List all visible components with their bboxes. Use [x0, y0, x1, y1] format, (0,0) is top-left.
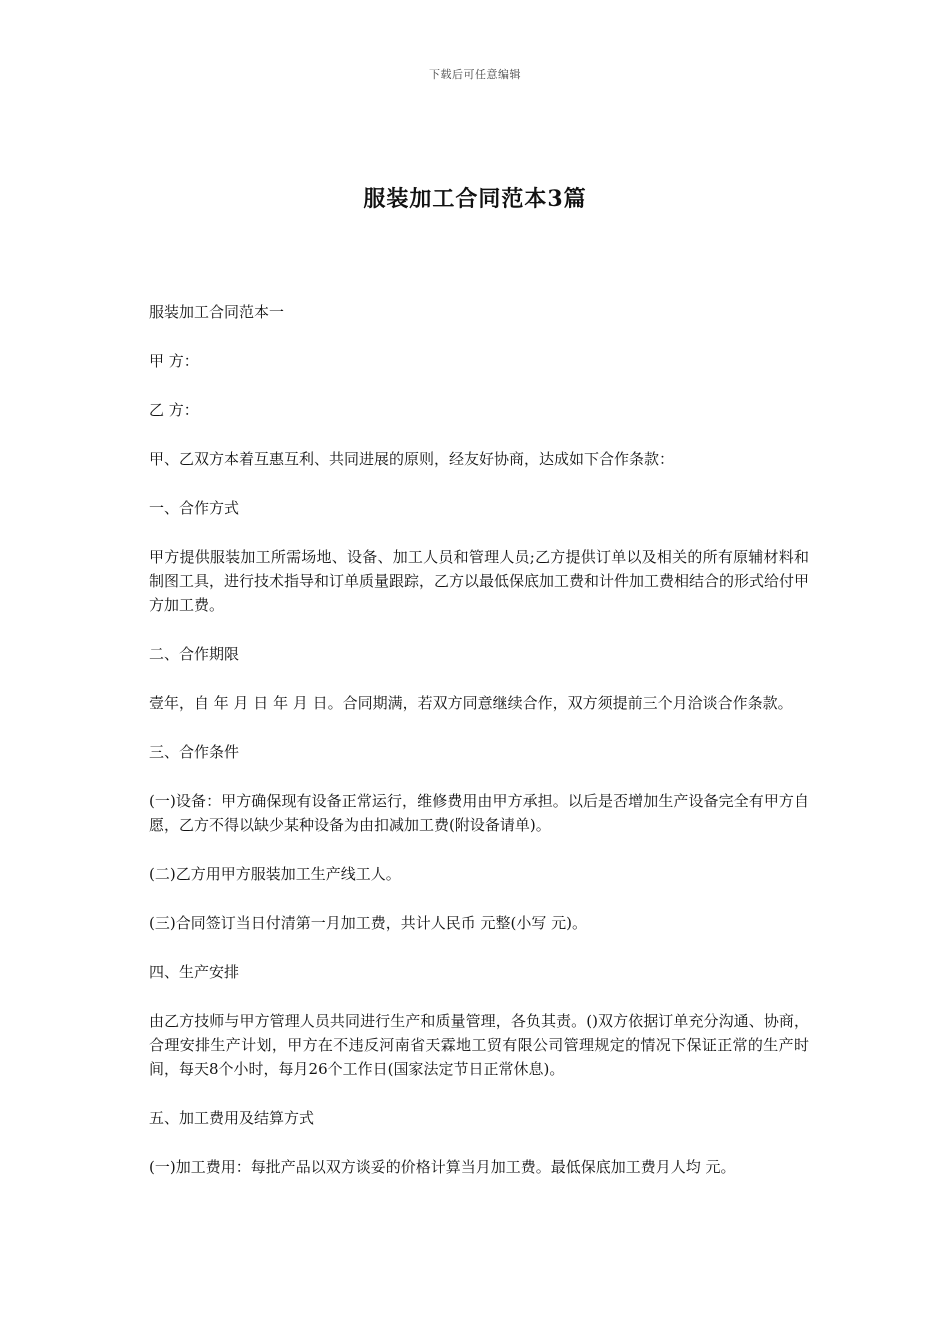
section-heading: 一、合作方式	[149, 499, 240, 517]
paragraph: 服装加工合同范本一	[149, 303, 285, 321]
paragraph: (二)乙方用甲方服装加工生产线工人。	[149, 865, 401, 883]
section-heading: 二、合作期限	[149, 645, 240, 663]
paragraph: 乙 方：	[149, 401, 199, 419]
paragraph: 甲 方：	[149, 352, 199, 370]
paragraph: 甲、乙双方本着互惠互利、共同进展的原则，经友好协商，达成如下合作条款：	[149, 450, 675, 468]
document-body	[145, 300, 809, 1204]
section-heading: 四、生产安排	[149, 963, 240, 981]
paragraph: 甲方提供服装加工所需场地、设备、加工人员和管理人员;乙方提供订单以及相关的所有原辅材料和制图工具，进行技术指导和订单质量跟踪，乙方以最低保底加工费和计件加工费相结合的形式给付甲方加工费。	[149, 548, 810, 614]
paragraph: (三)合同签订当日付清第一月加工费，共计人民币 元整(小写 元)。	[149, 914, 587, 932]
paragraph: 壹年，自 年 月 日 年 月 日。合同期满，若双方同意继续合作，双方须提前三个月洽谈合作条款。	[149, 694, 793, 712]
paragraph: (一)设备：甲方确保现有设备正常运行，维修费用由甲方承担。以后是否增加生产设备完全有甲方自愿，乙方不得以缺少某种设备为由扣减加工费(附设备请单)。	[149, 792, 809, 834]
section-heading: 五、加工费用及结算方式	[149, 1109, 315, 1127]
paragraph: (一)加工费用：每批产品以双方谈妥的价格计算当月加工费。最低保底加工费月人均 元。	[149, 1158, 736, 1176]
page-header-note: 下载后可任意编辑	[429, 68, 521, 81]
section-heading: 三、合作条件	[149, 743, 240, 761]
paragraph: 由乙方技师与甲方管理人员共同进行生产和质量管理，各负其责。()双方依据订单充分沟通、协商，合理安排生产计划，甲方在不违反河南省天霖地工贸有限公司管理规定的情况下保证正常的生产时间，每天8个小时，每月26个工作日(国家法定节日正常休息)。	[149, 1012, 809, 1078]
document-title: 服装加工合同范本3篇	[363, 186, 587, 212]
